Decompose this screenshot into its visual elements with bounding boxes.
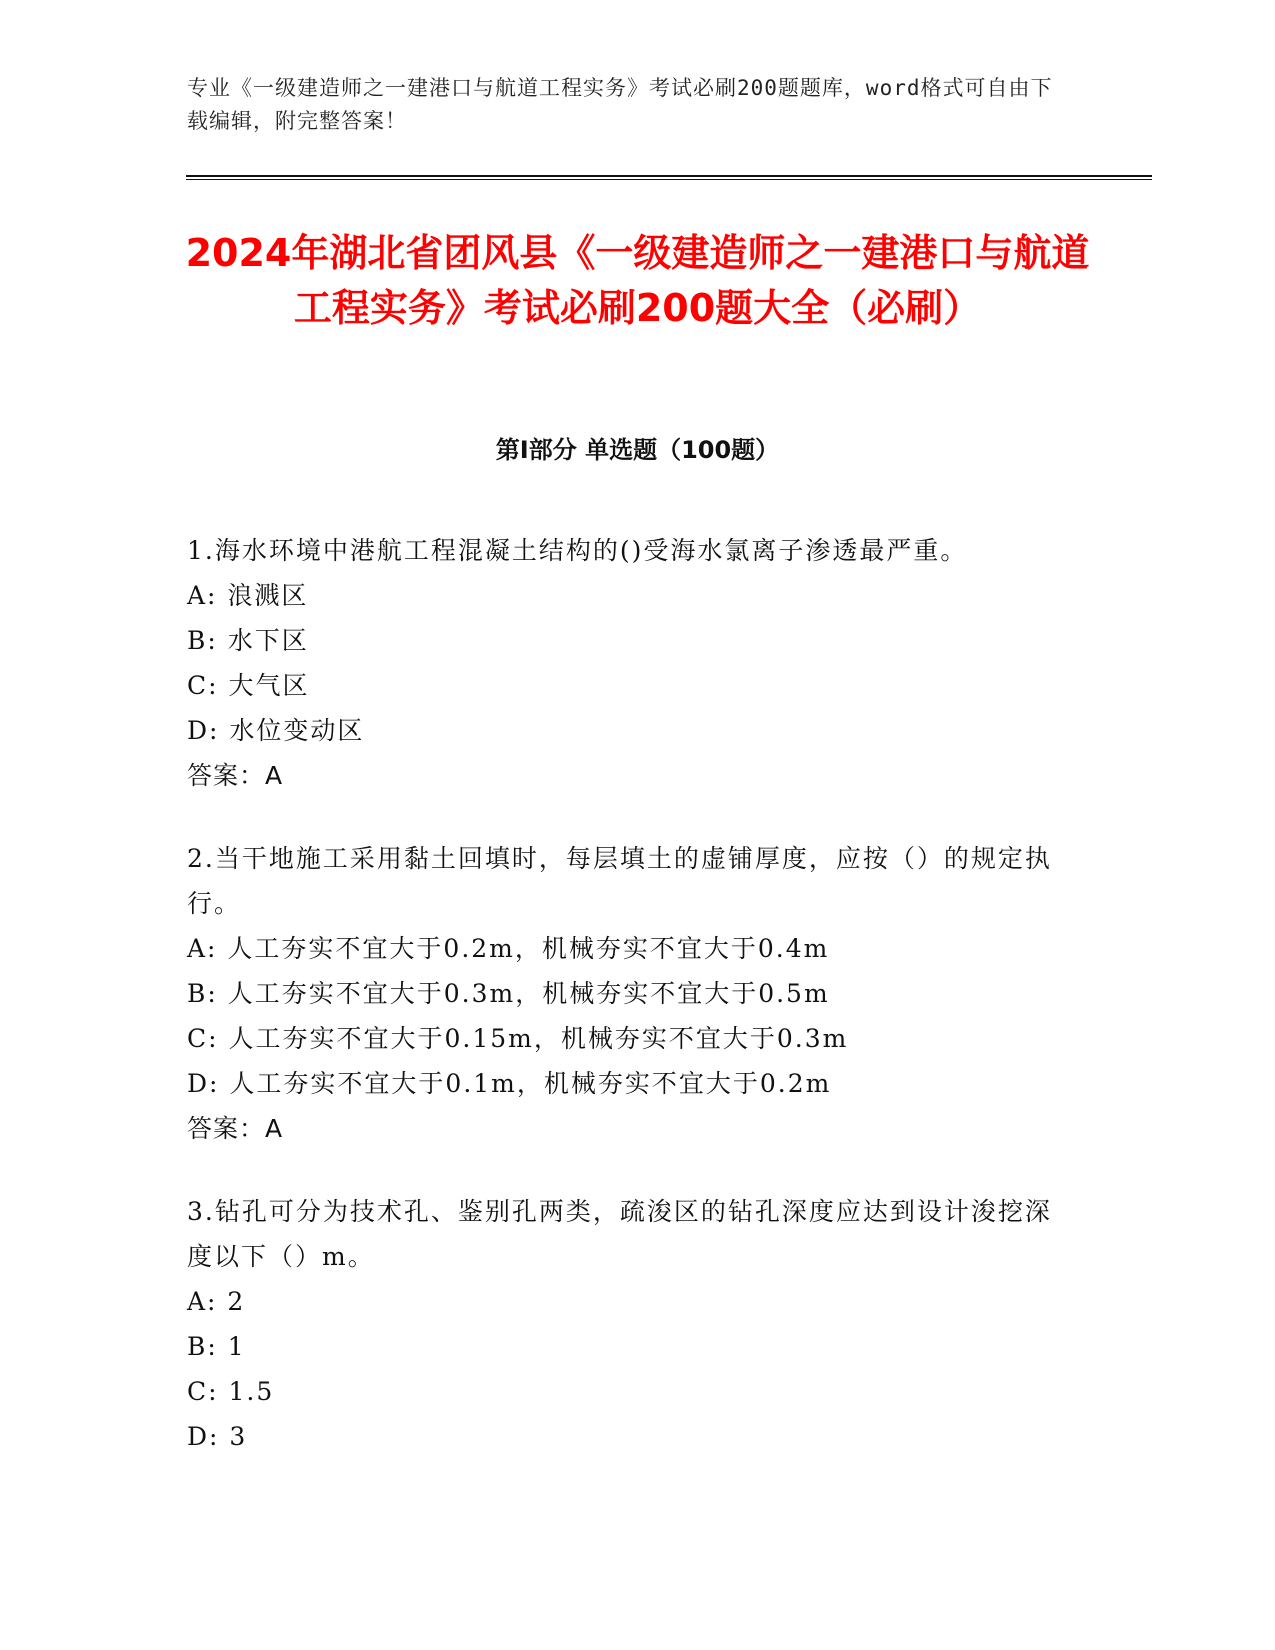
- option-d: D: 人工夯实不宜大于0.1m，机械夯实不宜大于0.2m: [187, 1069, 832, 1098]
- header-divider: [186, 175, 1152, 180]
- question-1: [187, 528, 1067, 798]
- option-c: C: 大气区: [187, 671, 310, 700]
- question-stem: 1.海水环境中港航工程混凝土结构的()受海水氯离子渗透最严重。: [187, 536, 968, 565]
- option-b: B: 人工夯实不宜大于0.3m，机械夯实不宜大于0.5m: [187, 979, 830, 1008]
- option-c: C: 1.5: [187, 1377, 275, 1406]
- option-a: A: 2: [187, 1287, 246, 1316]
- question-list: [187, 528, 1067, 1497]
- option-d: D: 水位变动区: [187, 716, 365, 745]
- option-d: D: 3: [187, 1422, 248, 1451]
- question-stem: 2.当干地施工采用黏土回填时，每层填土的虚铺厚度，应按（）的规定执行。: [187, 844, 1052, 918]
- header-note: 专业《一级建造师之一建港口与航道工程实务》考试必刷200题题库，word格式可自由下载编辑，附完整答案！: [187, 76, 1053, 133]
- answer: 答案：A: [187, 1114, 284, 1143]
- section-title: 第I部分 单选题（100题）: [495, 436, 780, 464]
- document-title: 2024年湖北省团风县《一级建造师之一建港口与航道工程实务》考试必刷200题大全（必刷）: [185, 231, 1090, 330]
- option-a: A: 浪溅区: [187, 581, 309, 610]
- question-stem: 3.钻孔可分为技术孔、鉴别孔两类，疏浚区的钻孔深度应达到设计浚挖深度以下（）m。: [187, 1197, 1052, 1271]
- option-a: A: 人工夯实不宜大于0.2m，机械夯实不宜大于0.4m: [187, 934, 830, 963]
- answer: 答案：A: [187, 761, 284, 790]
- question-2: [187, 836, 1067, 1151]
- option-b: B: 1: [187, 1332, 246, 1361]
- option-c: C: 人工夯实不宜大于0.15m，机械夯实不宜大于0.3m: [187, 1024, 849, 1053]
- question-3: [187, 1189, 1067, 1459]
- option-b: B: 水下区: [187, 626, 309, 655]
